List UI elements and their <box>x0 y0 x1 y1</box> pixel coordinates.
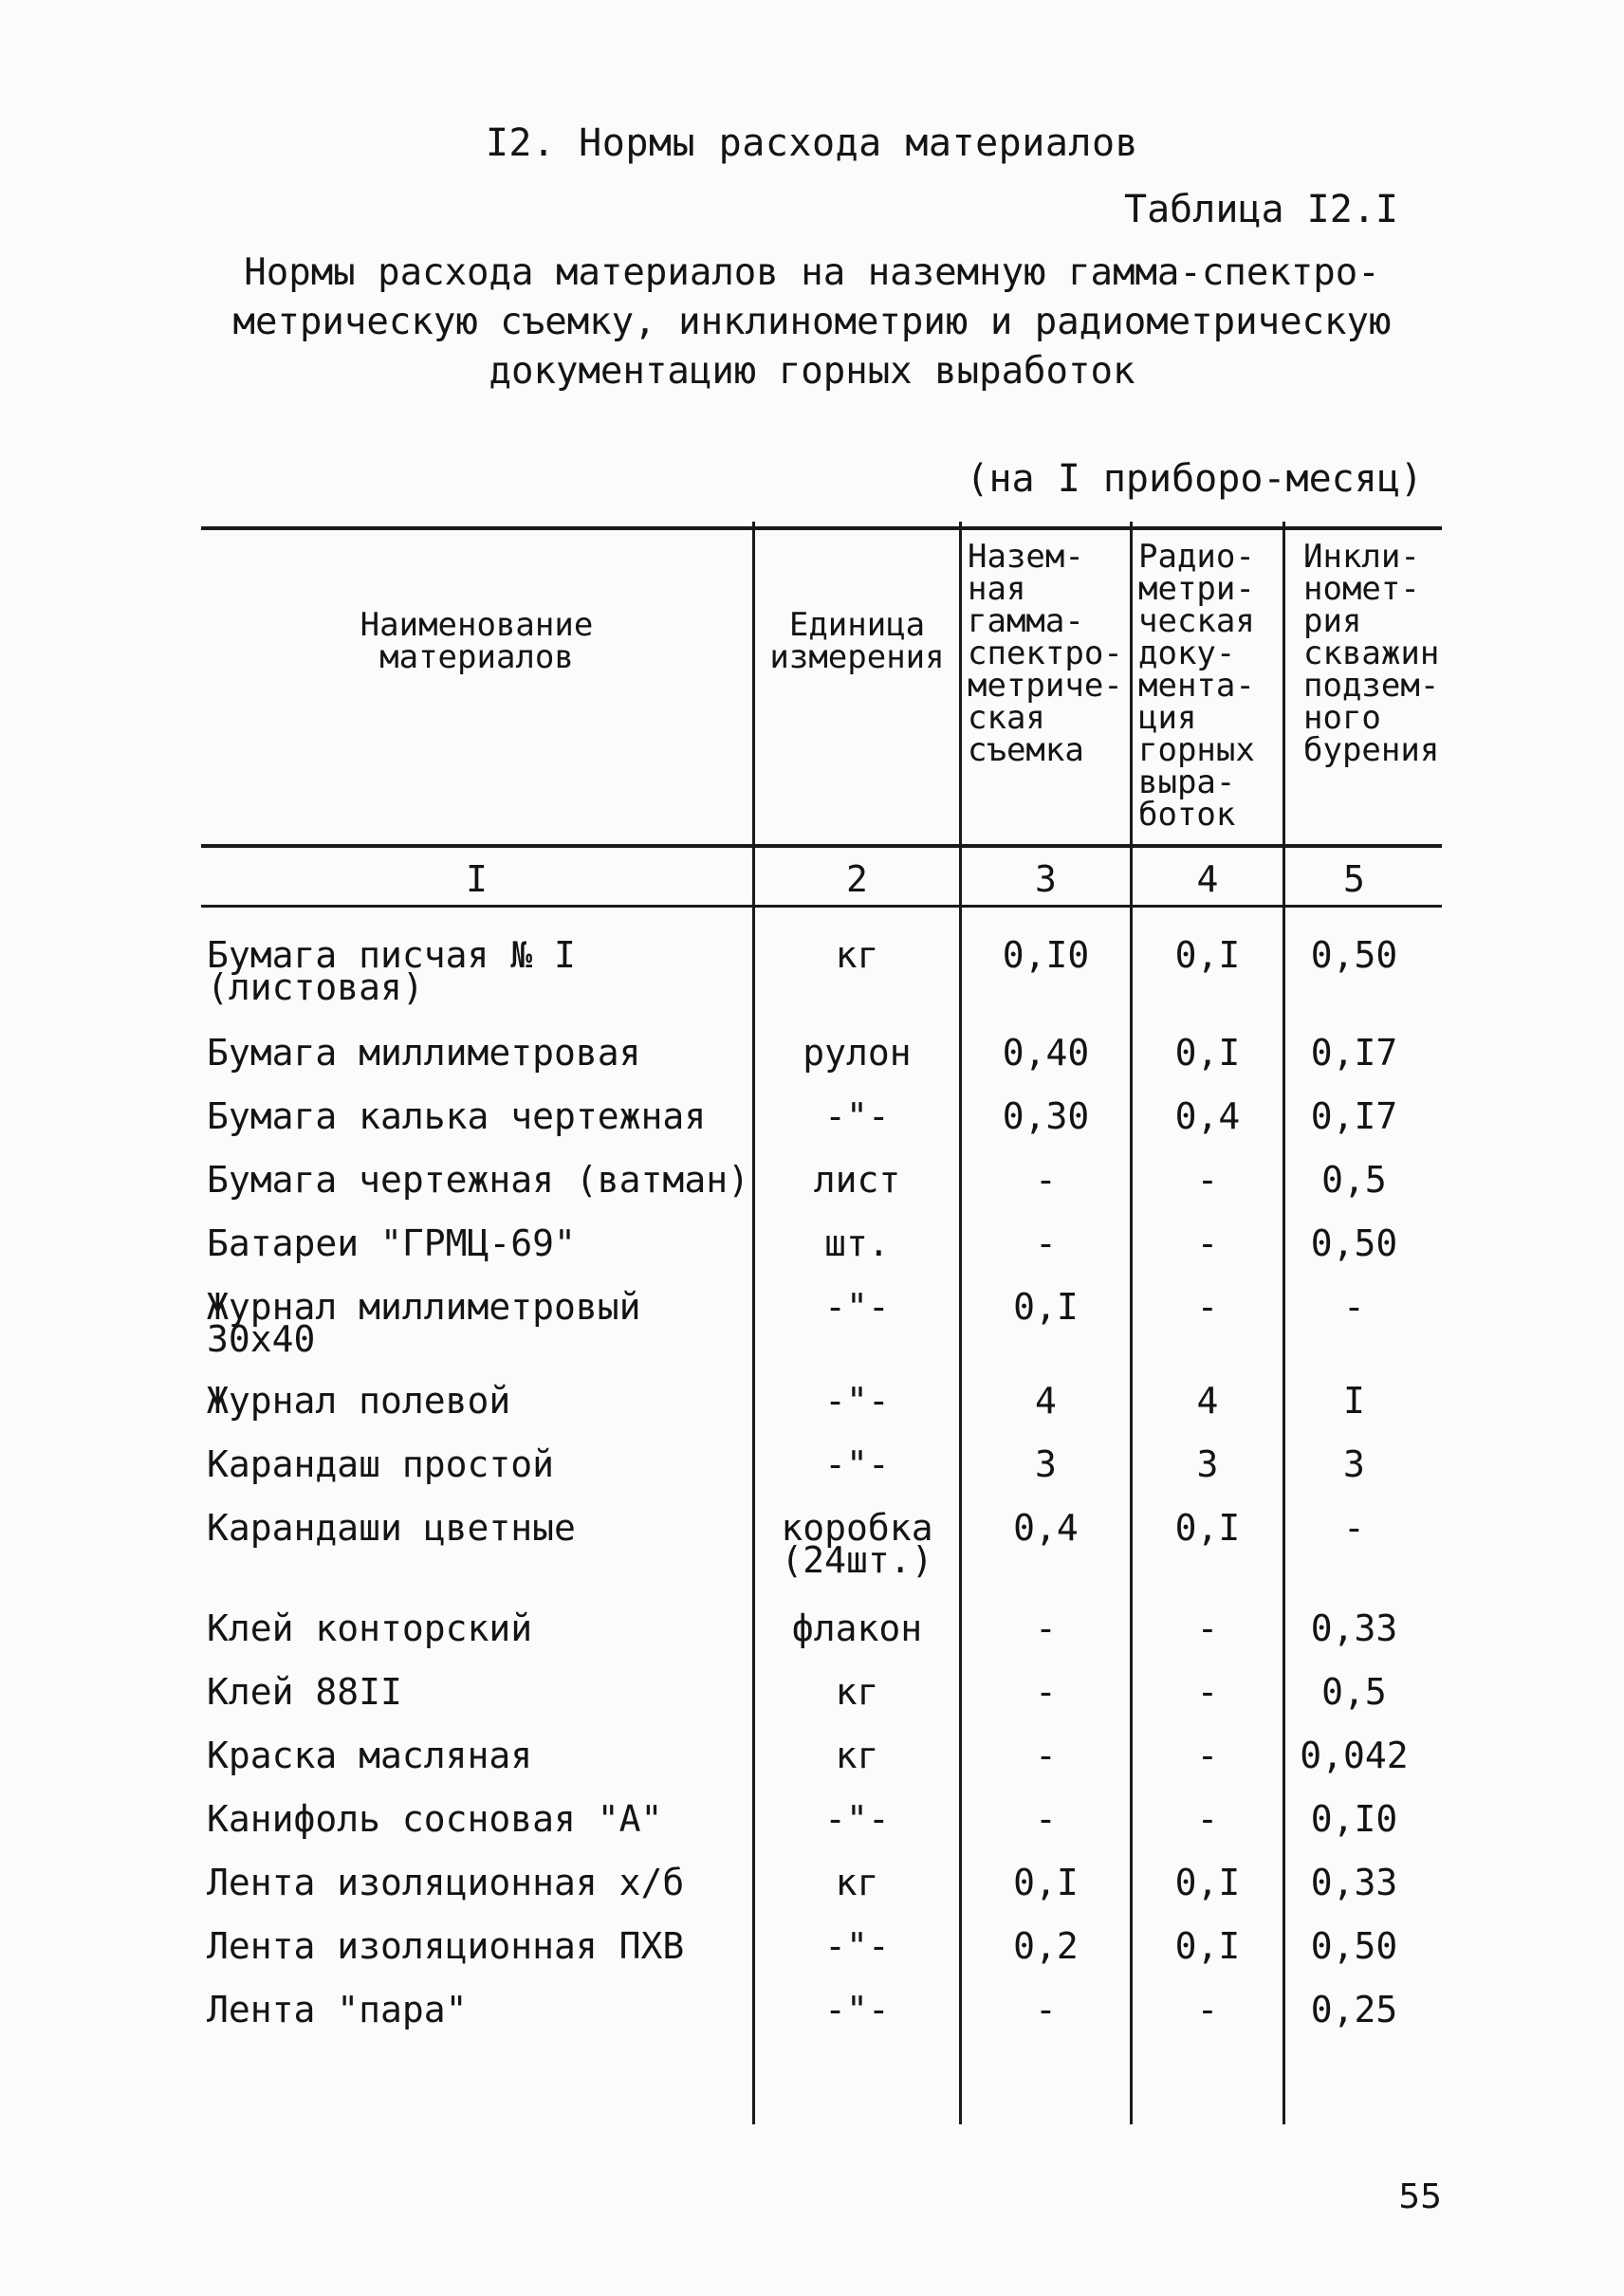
row-unit: шт. <box>824 1222 890 1264</box>
row-radiometric-value: 0,I <box>1174 1507 1241 1549</box>
row-material-name: Батареи "ГРМЦ-69" <box>207 1222 576 1264</box>
row-unit: -"- <box>824 1925 890 1967</box>
row-material-name: Карандаши цветные <box>207 1507 576 1549</box>
row-material-name: Бумага миллиметровая <box>207 1032 641 1074</box>
row-ground-spectrometry-value: - <box>1035 1607 1057 1649</box>
row-ground-spectrometry-value: 0,4 <box>1013 1507 1079 1549</box>
row-material-name: Журнал полевой <box>207 1380 511 1422</box>
header-radiometric-documentation: Радио- метри- ческая доку- мента- ция горных выра- боток <box>1138 538 1255 834</box>
row-radiometric-value: 0,I <box>1174 1862 1241 1903</box>
row-ground-spectrometry-value: - <box>1035 1989 1057 2030</box>
unit-note: (на I приборо-месяц) <box>966 457 1423 501</box>
row-unit: кг <box>835 934 879 976</box>
row-radiometric-value: 4 <box>1196 1380 1219 1422</box>
header-material-name: Наименование материалов <box>360 606 594 676</box>
row-radiometric-value: - <box>1196 1286 1219 1328</box>
row-ground-spectrometry-value: 0,40 <box>1002 1032 1090 1074</box>
page-number: 55 <box>1398 2177 1442 2216</box>
row-unit: -"- <box>824 1443 890 1485</box>
column-number-3: 3 <box>1035 858 1057 900</box>
row-material-name: Лента изоляционная х/б <box>207 1862 685 1903</box>
row-material-name: Журнал миллиметровый 30х40 <box>207 1286 641 1360</box>
table-caption-line-2: метрическую съемку, инклинометрию и радиометрическую <box>232 301 1392 343</box>
column-number-2: 2 <box>846 858 868 900</box>
row-inclinometry-value: 0,50 <box>1310 1222 1398 1264</box>
row-inclinometry-value: 0,5 <box>1321 1159 1387 1201</box>
row-unit: -"- <box>824 1286 890 1328</box>
header-bottom-rule <box>201 844 1442 848</box>
row-radiometric-value: - <box>1196 1159 1219 1201</box>
row-inclinometry-value: 0,50 <box>1310 1925 1398 1967</box>
row-unit: лист <box>813 1159 901 1201</box>
table-caption-line-1: Нормы расхода материалов на наземную гамма-спектро- <box>244 251 1380 294</box>
row-ground-spectrometry-value: 0,I <box>1013 1862 1079 1903</box>
row-unit: флакон <box>791 1607 923 1649</box>
header-inclinometry: Инкли- номет- рия скважин подзем- ного бурения <box>1303 538 1440 769</box>
row-material-name: Бумага калька чертежная <box>207 1095 707 1137</box>
row-radiometric-value: - <box>1196 1735 1219 1776</box>
row-material-name: Клей 88II <box>207 1671 402 1713</box>
row-unit: -"- <box>824 1380 890 1422</box>
row-radiometric-value: - <box>1196 1222 1219 1264</box>
row-ground-spectrometry-value: - <box>1035 1798 1057 1840</box>
row-material-name: Лента "пара" <box>207 1989 468 2030</box>
header-unit: Единица измерения <box>769 606 945 676</box>
header-ground-spectrometry: Назем- ная гамма- спектро- метриче- ская съемка <box>968 538 1123 769</box>
row-ground-spectrometry-value: 0,I <box>1013 1286 1079 1328</box>
column-number-4: 4 <box>1196 858 1219 900</box>
row-ground-spectrometry-value: 4 <box>1035 1380 1057 1422</box>
row-ground-spectrometry-value: 0,30 <box>1002 1095 1090 1137</box>
row-inclinometry-value: 0,042 <box>1300 1735 1409 1776</box>
row-inclinometry-value: 0,I7 <box>1310 1032 1398 1074</box>
row-radiometric-value: - <box>1196 1671 1219 1713</box>
row-ground-spectrometry-value: 3 <box>1035 1443 1057 1485</box>
row-inclinometry-value: 3 <box>1343 1443 1365 1485</box>
numbers-bottom-rule <box>201 905 1442 908</box>
row-unit: рулон <box>803 1032 912 1074</box>
row-inclinometry-value: 0,50 <box>1310 934 1398 976</box>
row-inclinometry-value: 0,I0 <box>1310 1798 1398 1840</box>
row-material-name: Лента изоляционная ПХВ <box>207 1925 685 1967</box>
row-radiometric-value: - <box>1196 1607 1219 1649</box>
row-radiometric-value: 0,I <box>1174 1032 1241 1074</box>
row-unit: коробка (24шт.) <box>781 1507 933 1581</box>
row-radiometric-value: 0,I <box>1174 1925 1241 1967</box>
row-unit: -"- <box>824 1798 890 1840</box>
row-radiometric-value: - <box>1196 1989 1219 2030</box>
row-ground-spectrometry-value: - <box>1035 1671 1057 1713</box>
row-material-name: Канифоль сосновая "А" <box>207 1798 663 1840</box>
row-radiometric-value: 3 <box>1196 1443 1219 1485</box>
row-inclinometry-value: 0,33 <box>1310 1607 1398 1649</box>
row-material-name: Клей конторский <box>207 1607 533 1649</box>
row-material-name: Бумага чертежная (ватман) <box>207 1159 749 1201</box>
row-ground-spectrometry-value: - <box>1035 1735 1057 1776</box>
table-top-rule <box>201 526 1442 530</box>
row-unit: кг <box>835 1862 879 1903</box>
row-radiometric-value: 0,I <box>1174 934 1241 976</box>
row-radiometric-value: - <box>1196 1798 1219 1840</box>
column-number-5: 5 <box>1343 858 1365 900</box>
row-unit: -"- <box>824 1095 890 1137</box>
row-unit: кг <box>835 1735 879 1776</box>
row-inclinometry-value: - <box>1343 1286 1365 1328</box>
table-caption-line-3: документацию горных выработок <box>489 350 1135 393</box>
row-radiometric-value: 0,4 <box>1174 1095 1241 1137</box>
column-number-1: I <box>466 858 488 900</box>
row-inclinometry-value: I <box>1343 1380 1365 1422</box>
row-material-name: Карандаш простой <box>207 1443 555 1485</box>
table-number: Таблица I2.I <box>1124 188 1398 231</box>
row-ground-spectrometry-value: 0,I0 <box>1002 934 1090 976</box>
row-ground-spectrometry-value: - <box>1035 1222 1057 1264</box>
section-heading: I2. Нормы расхода материалов <box>485 121 1139 165</box>
row-inclinometry-value: 0,25 <box>1310 1989 1398 2030</box>
row-ground-spectrometry-value: - <box>1035 1159 1057 1201</box>
row-inclinometry-value: 0,33 <box>1310 1862 1398 1903</box>
row-inclinometry-value: 0,5 <box>1321 1671 1387 1713</box>
row-unit: -"- <box>824 1989 890 2030</box>
row-material-name: Бумага писчая № I (листовая) <box>207 934 576 1008</box>
row-unit: кг <box>835 1671 879 1713</box>
row-ground-spectrometry-value: 0,2 <box>1013 1925 1079 1967</box>
row-inclinometry-value: - <box>1343 1507 1365 1549</box>
row-inclinometry-value: 0,I7 <box>1310 1095 1398 1137</box>
row-material-name: Краска масляная <box>207 1735 533 1776</box>
